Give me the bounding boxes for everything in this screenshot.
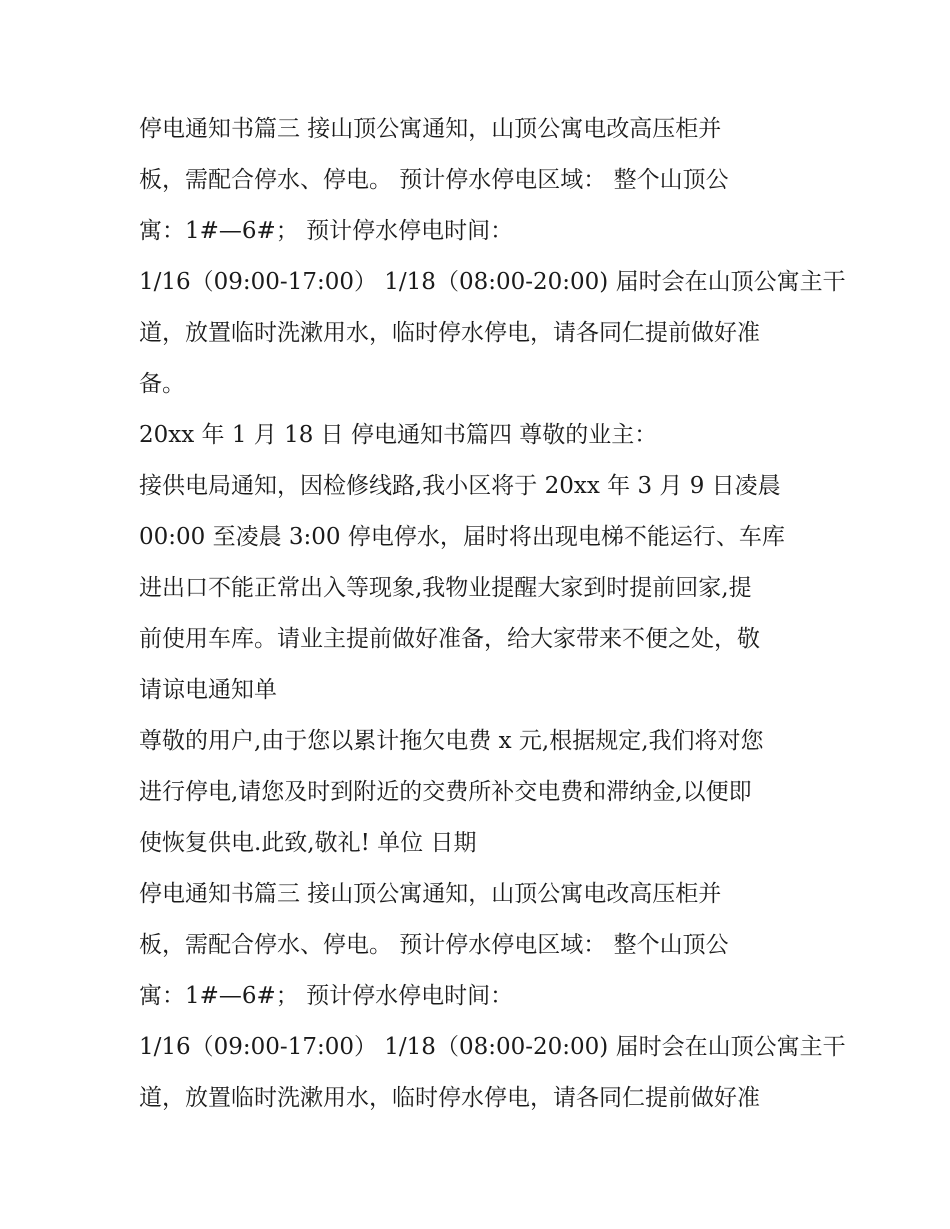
- text-line-17: 板，需配合停水、停电。 预计停水停电区域： 整个山顶公: [139, 932, 729, 958]
- text-line-20: 道，放置临时洗漱用水，临时停水停电，请各同仁提前做好准: [139, 1085, 760, 1111]
- text-line-2: 板，需配合停水、停电。 预计停水停电区域： 整个山顶公: [139, 167, 729, 193]
- text-line-7: 20xx 年 1 月 18 日 停电通知书篇四 尊敬的业主：: [139, 422, 658, 448]
- text-line-1: 停电通知书篇三 接山顶公寓通知，山顶公寓电改高压柜并: [139, 116, 722, 142]
- text-line-13: 尊敬的用户,由于您以累计拖欠电费 x 元,根据规定,我们将对您: [139, 728, 764, 754]
- text-line-14: 进行停电,请您及时到附近的交费所补交电费和滞纳金,以便即: [139, 779, 752, 805]
- text-line-9: 00:00 至凌晨 3:00 停电停水，届时将出现电梯不能运行、车库: [139, 524, 785, 550]
- text-line-11: 前使用车库。请业主提前做好准备，给大家带来不便之处，敬: [139, 626, 760, 652]
- text-line-5: 道，放置临时洗漱用水，临时停水停电，请各同仁提前做好准: [139, 320, 760, 346]
- text-line-4: 1/16（09:00-17:00） 1/18（08:00-20:00) 届时会在山顶公寓主干: [139, 269, 846, 295]
- text-line-16: 停电通知书篇三 接山顶公寓通知，山顶公寓电改高压柜并: [139, 881, 722, 907]
- text-line-10: 进出口不能正常出入等现象,我物业提醒大家到时提前回家,提: [139, 575, 752, 601]
- text-line-8: 接供电局通知，因检修线路,我小区将于 20xx 年 3 月 9 日凌晨: [139, 473, 781, 499]
- text-line-19: 1/16（09:00-17:00） 1/18（08:00-20:00) 届时会在山顶公寓主干: [139, 1034, 846, 1060]
- text-line-3: 寓：1#—6#； 预计停水停电时间：: [139, 218, 514, 244]
- text-line-6: 备。: [139, 371, 185, 397]
- text-line-15: 使恢复供电.此致,敬礼! 单位 日期: [139, 830, 477, 856]
- text-line-12: 请谅电通知单: [139, 677, 277, 703]
- text-line-18: 寓：1#—6#； 预计停水停电时间：: [139, 983, 514, 1009]
